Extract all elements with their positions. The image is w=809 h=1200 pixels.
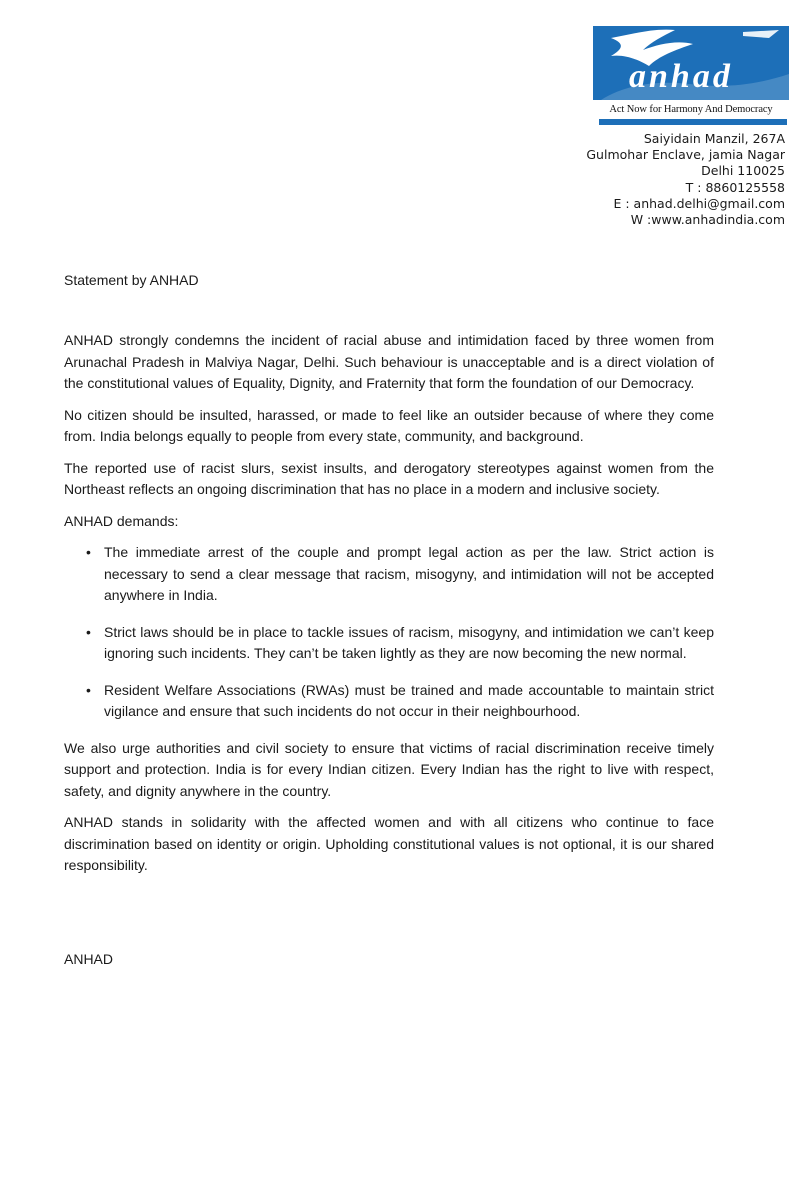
statement-title: Statement by ANHAD xyxy=(64,272,199,288)
address-line: Saiyidain Manzil, 267A xyxy=(643,131,785,146)
body-paragraph: The reported use of racist slurs, sexist insults, and derogatory stereotypes against women from the Northeast reflects an ongoing discrimination that has no place in a modern and inclusive society. xyxy=(64,459,714,497)
address-website: W :www.anhadindia.com xyxy=(630,212,785,228)
address-line: Gulmohar Enclave, jamia Nagar xyxy=(586,147,785,163)
demand-item xyxy=(64,622,714,665)
demand-item xyxy=(64,680,714,723)
demand-text: Resident Welfare Associations (RWAs) must be trained and made accountable to maintain strict vigilance and ensure that such incidents do not occur in their neighbourhood. xyxy=(104,681,714,719)
demands-heading: ANHAD demands: xyxy=(64,512,179,529)
body-paragraph: ANHAD strongly condemns the incident of racial abuse and intimidation faced by three women from Arunachal Pradesh in Malviya Nagar, Delhi. Such behaviour is unacceptable and is a direct violation of the constitutional values of Equality, Dignity, and Fraternity that form the foundation of our Democracy. xyxy=(64,332,714,391)
closing-paragraph: ANHAD stands in solidarity with the affected women and with all citizens who continue to face discrimination based on identity or origin. Upholding constitutional values is not optional, it is our shared responsibility. xyxy=(64,814,714,873)
body-paragraph: No citizen should be insulted, harassed, or made to feel like an outsider because of where they come from. India belongs equally to people from every state, community, and background. xyxy=(64,406,714,444)
bullet-icon: • xyxy=(86,681,91,698)
demand-item xyxy=(64,542,714,607)
logo-underbar xyxy=(599,119,787,125)
address-phone: T : 8860125558 xyxy=(685,179,785,195)
anhad-logo xyxy=(593,26,789,124)
logo-tagline: Act Now for Harmony And Democracy xyxy=(593,101,789,119)
statement-body xyxy=(64,330,714,887)
demand-text: The immediate arrest of the couple and prompt legal action as per the law. Strict action is necessary to send a clear message that racism, misogyny, and intimidation will not be accepted anywhere in India. xyxy=(104,544,714,603)
letterhead-address xyxy=(586,131,785,228)
bullet-icon: • xyxy=(86,623,91,640)
demands-list xyxy=(64,542,714,723)
demand-text: Strict laws should be in place to tackle issues of racism, misogyny, and intimidation we can’t keep ignoring such incidents. They can’t be taken lightly as they are now becoming the new normal. xyxy=(104,623,714,661)
bullet-icon: • xyxy=(86,544,91,560)
signature: ANHAD xyxy=(64,951,114,967)
address-email: E : anhad.delhi@gmail.com xyxy=(613,195,785,211)
closing-paragraph: We also urge authorities and civil society to ensure that victims of racial discrimination receive timely support and protection. India is for every Indian citizen. Every Indian has the right to live with respect, safety, and dignity anywhere in the country. xyxy=(64,739,714,799)
logo-wordmark: anhad xyxy=(629,58,733,95)
address-line: Delhi 110025 xyxy=(701,163,785,179)
